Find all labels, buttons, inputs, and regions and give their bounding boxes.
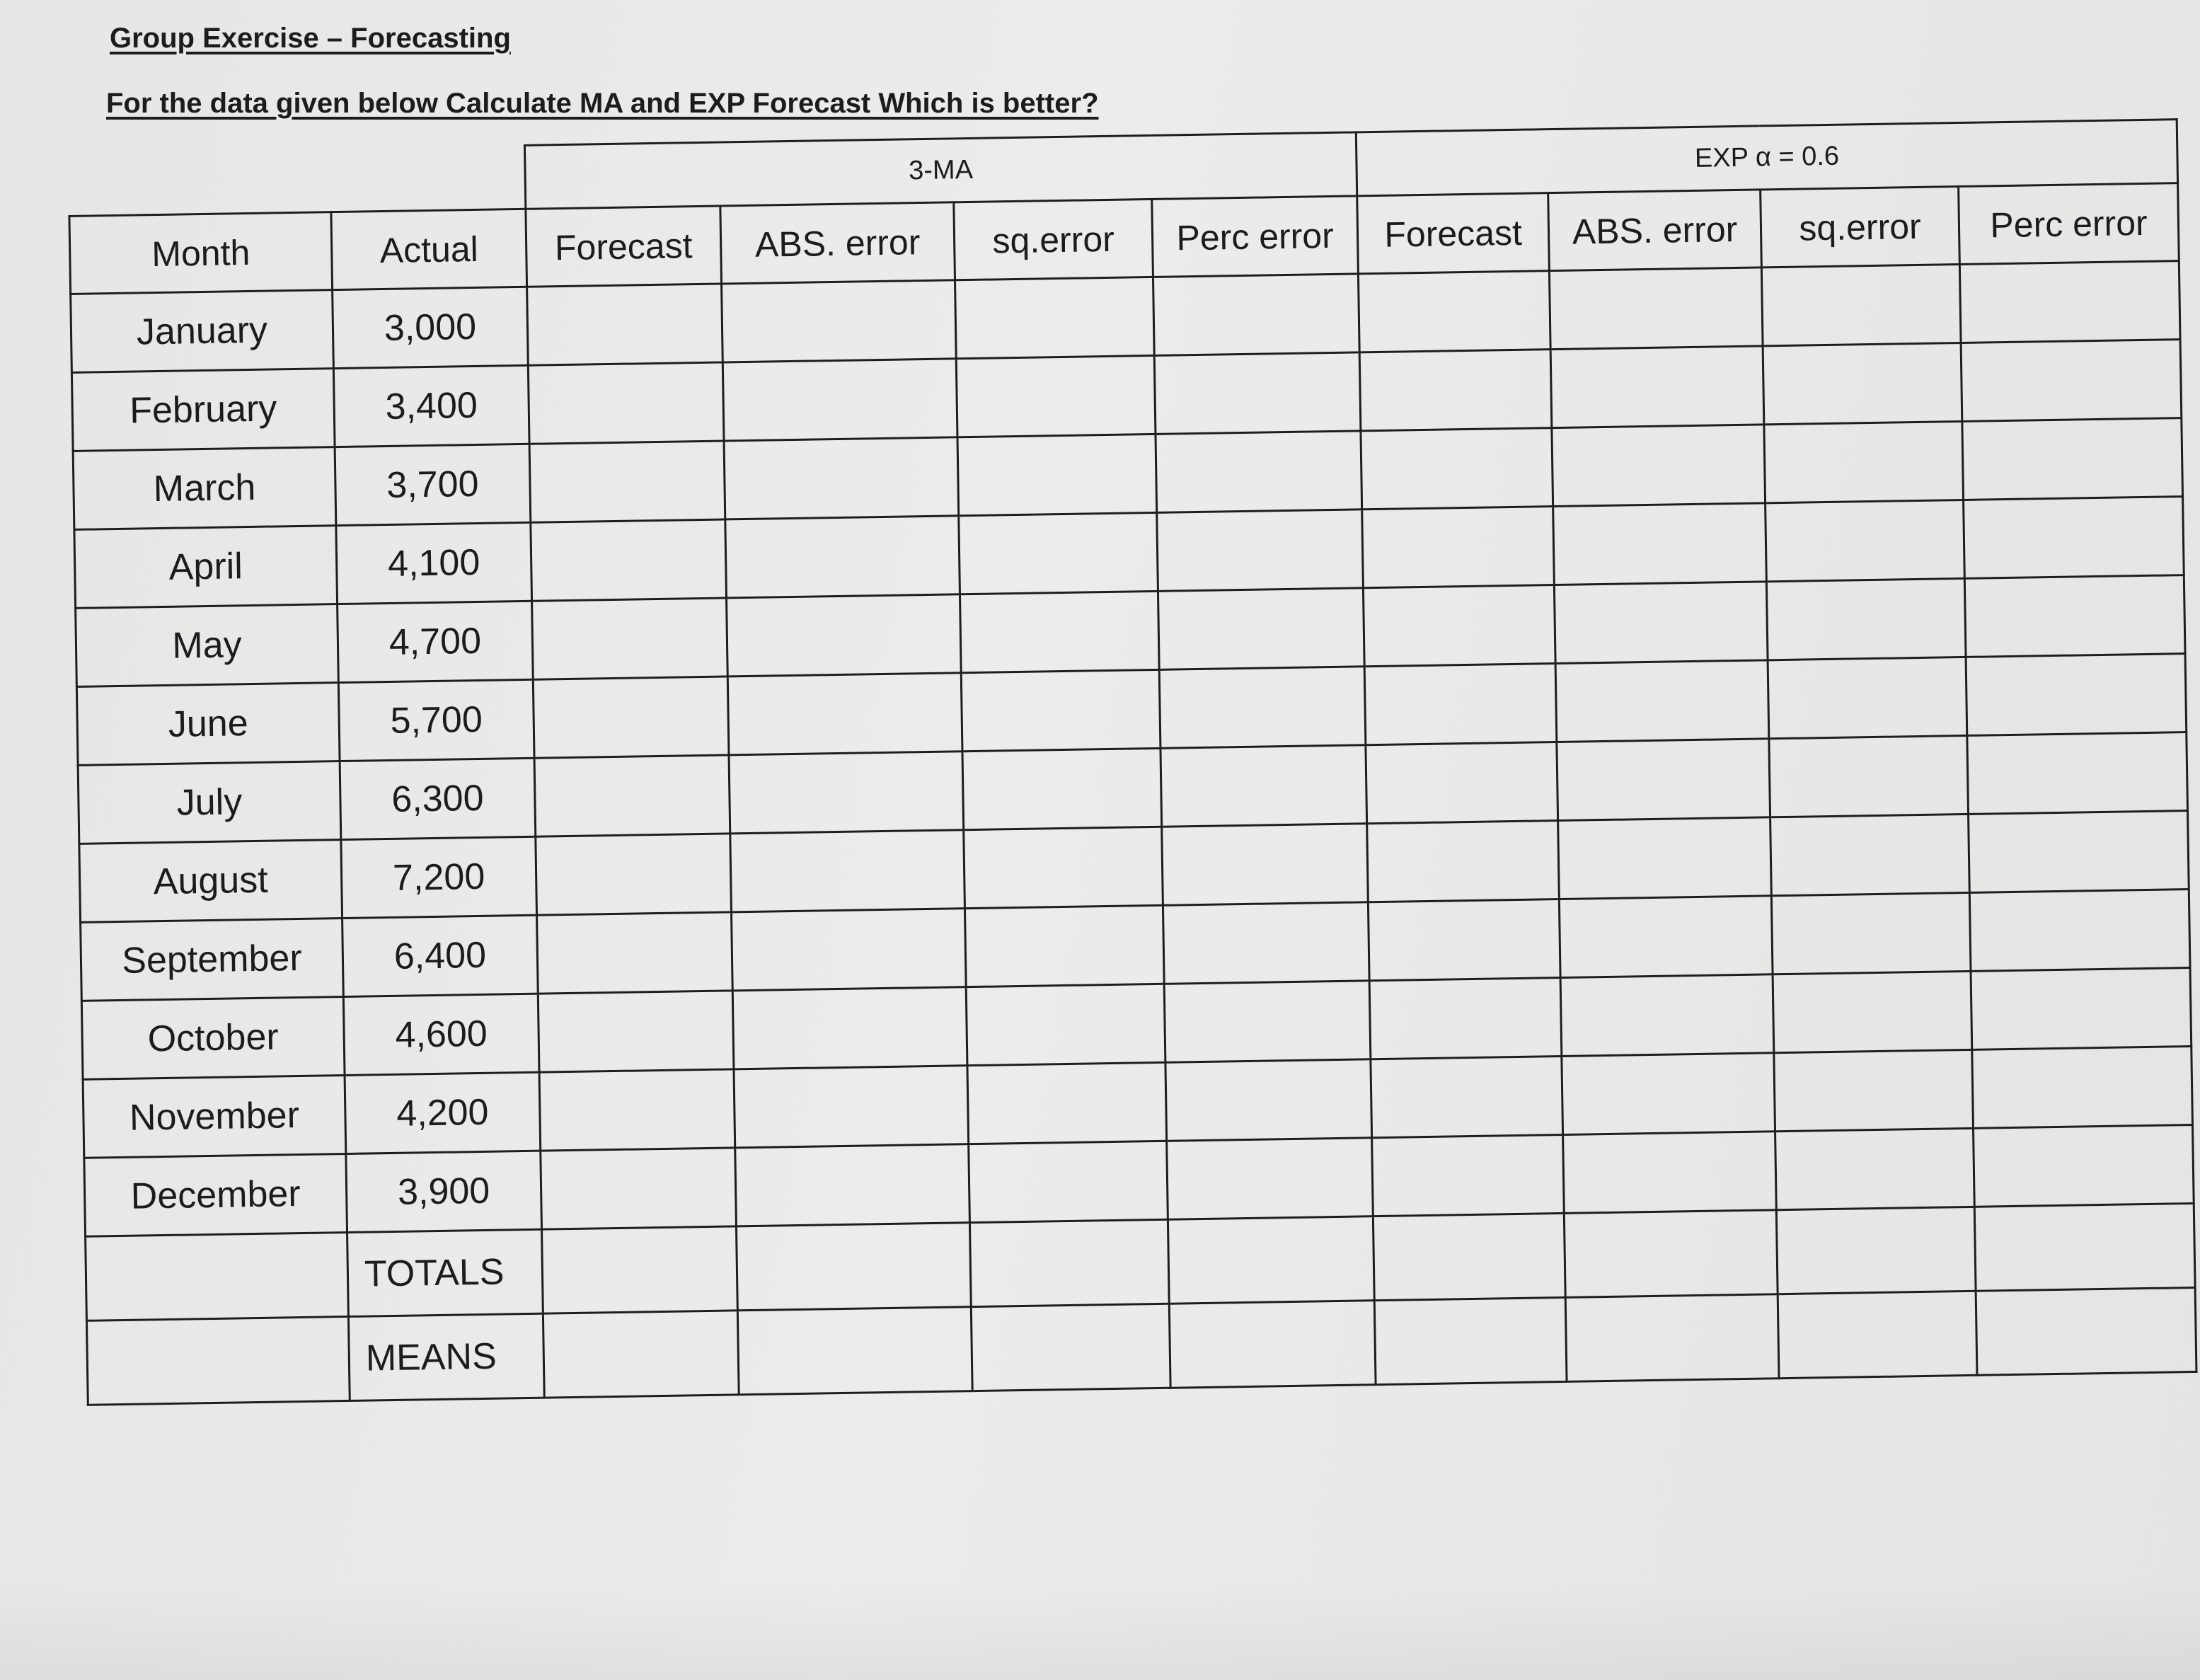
answer-cell [1368,899,1560,981]
answer-cell [1167,1138,1373,1220]
answer-cell [1165,1059,1372,1141]
answer-cell [1972,1047,2193,1129]
summary-label: MEANS [348,1313,544,1400]
answer-cell [1962,418,2183,500]
month-cell: June [76,683,340,766]
answer-cell [729,752,964,834]
answer-cell [722,359,957,441]
answer-cell [532,598,728,679]
answer-cell [1169,1301,1376,1388]
answer-cell [1560,974,1774,1057]
actual-cell: 4,200 [345,1072,541,1153]
answer-cell [971,1304,1170,1391]
answer-cell [531,519,727,601]
answer-cell [967,1062,1167,1144]
summary-label: TOTALS [347,1229,543,1316]
paper-shadow [0,1581,2200,1680]
column-header-exp-perc-error: Perc error [1959,183,2179,265]
answer-cell [533,677,729,758]
answer-cell [727,673,962,755]
answer-cell [725,516,960,598]
answer-cell [1971,968,2192,1050]
exercise-question: For the data given below Calculate MA and EXP Forecast Which is better? [106,88,1099,119]
answer-cell [1766,578,1966,660]
column-header-exp-forecast: Forecast [1357,193,1550,274]
answer-cell [1976,1287,2196,1375]
answer-cell [1159,667,1366,749]
answer-cell [1763,343,1962,424]
answer-cell [1773,971,1972,1052]
answer-cell [1371,1056,1563,1137]
answer-cell [722,280,957,362]
month-cell: November [83,1076,346,1158]
answer-cell [539,1069,735,1151]
answer-cell [1774,1049,1974,1131]
answer-cell [1367,821,1560,902]
answer-cell [1549,267,1763,350]
answer-cell [955,277,1155,358]
answer-cell [1776,1207,1976,1294]
month-cell: August [79,840,342,923]
answer-cell [959,512,1158,594]
answer-cell [527,284,723,365]
answer-cell [1563,1132,1777,1214]
column-header-ma-sq-error: sq.error [954,199,1153,280]
actual-cell: 5,700 [338,679,534,761]
summary-blank-cell [86,1316,350,1405]
answer-cell [1372,1134,1565,1216]
month-cell: September [81,919,344,1001]
answer-cell [1974,1203,2195,1291]
answer-cell [1775,1128,1975,1209]
column-header-ma-forecast: Forecast [526,206,722,287]
answer-cell [1552,425,1766,507]
actual-cell: 4,600 [343,994,539,1075]
answer-cell [534,755,730,836]
answer-cell [1969,811,2189,893]
answer-cell [737,1307,972,1395]
answer-cell [1153,274,1359,356]
answer-cell [1969,890,2190,972]
table-footer [86,1203,2196,1405]
answer-cell [961,669,1161,751]
answer-cell [1361,428,1553,510]
answer-cell [1359,350,1552,431]
column-header-month: Month [69,212,333,294]
answer-cell [732,987,967,1069]
answer-cell [1555,660,1769,742]
answer-cell [1156,431,1362,513]
answer-cell [1967,732,2188,815]
answer-cell [1363,585,1555,667]
column-header-exp-abs-error: ABS. error [1548,190,1762,271]
month-cell: February [71,369,335,451]
page-title: Group Exercise – Forecasting [110,23,511,54]
group-header-3ma: 3-MA [524,132,1357,209]
answer-cell [1768,657,1967,738]
answer-cell [537,912,733,994]
answer-cell [1161,745,1367,827]
answer-cell [536,834,732,915]
answer-cell [541,1148,737,1229]
answer-cell [1966,654,2187,736]
answer-cell [1162,824,1369,906]
month-cell: January [71,290,334,373]
answer-cell [964,905,1164,986]
answer-cell [1369,977,1562,1059]
answer-cell [1766,500,1965,581]
answer-cell [1974,1124,2194,1207]
answer-cell [1770,814,1970,895]
answer-cell [1558,817,1772,899]
answer-cell [1554,582,1768,664]
answer-cell [1959,261,2180,343]
answer-cell [956,355,1156,437]
answer-cell [1964,497,2184,579]
answer-cell [724,437,959,519]
month-cell: December [84,1153,347,1236]
answer-cell [1764,421,1964,502]
answer-cell [1564,1210,1778,1298]
answer-cell [529,441,725,522]
answer-cell [543,1311,739,1398]
answer-cell [964,827,1163,908]
answer-cell [734,1066,969,1148]
actual-cell: 3,700 [335,444,531,525]
actual-cell: 3,400 [333,365,529,447]
month-cell: March [73,447,336,530]
answer-cell [962,748,1162,829]
table-body [71,261,2194,1237]
group-header-exp: EXP α = 0.6 [1356,120,2177,196]
forecast-table [67,118,2198,1406]
answer-cell [1374,1297,1567,1384]
month-cell: October [81,997,345,1080]
answer-cell [1761,265,1961,346]
answer-cell [969,1141,1168,1222]
answer-cell [1771,892,1971,974]
answer-cell [1362,507,1555,588]
answer-cell [735,1144,970,1226]
answer-cell [730,830,965,912]
answer-cell [1559,896,1773,978]
answer-cell [1961,340,2182,422]
answer-cell [1163,902,1369,984]
answer-cell [731,909,966,991]
month-cell: May [76,604,339,687]
forecast-table-wrapper [67,118,2198,1406]
answer-cell [1358,271,1550,352]
actual-cell: 3,900 [346,1151,542,1232]
answer-cell [538,991,734,1072]
actual-cell: 6,300 [340,758,536,839]
answer-cell [960,591,1159,672]
actual-cell: 3,000 [333,287,529,368]
answer-cell [727,594,962,677]
answer-cell [1364,664,1557,745]
answer-cell [1964,575,2185,657]
answer-cell [966,984,1165,1065]
answer-cell [1164,981,1371,1063]
month-cell: July [78,761,341,844]
actual-cell: 7,200 [341,836,537,918]
answer-cell [1373,1213,1565,1300]
answer-cell [736,1223,971,1311]
column-header-actual: Actual [331,209,527,289]
answer-cell [1157,510,1364,592]
month-cell: April [74,526,338,609]
answer-cell [957,434,1157,515]
actual-cell: 6,400 [342,915,539,996]
answer-cell [1154,352,1361,435]
answer-cell [1366,742,1558,824]
answer-cell [1168,1216,1374,1304]
answer-cell [1565,1294,1779,1382]
answer-cell [1553,503,1767,585]
answer-cell [1562,1053,1775,1135]
answer-cell [528,362,724,444]
answer-cell [1550,346,1764,428]
answer-cell [1158,588,1364,670]
answer-cell [969,1219,1169,1306]
column-header-ma-perc-error: Perc error [1152,196,1359,277]
header-blank-corner [69,145,526,216]
summary-blank-cell [86,1232,349,1321]
column-header-ma-abs-error: ABS. error [720,202,955,284]
answer-cell [1769,735,1969,817]
answer-cell [542,1226,738,1313]
column-header-exp-sq-error: sq.error [1761,187,1960,267]
actual-cell: 4,100 [336,522,532,604]
answer-cell [1557,739,1770,821]
answer-cell [1778,1291,1977,1378]
actual-cell: 4,700 [338,601,534,682]
